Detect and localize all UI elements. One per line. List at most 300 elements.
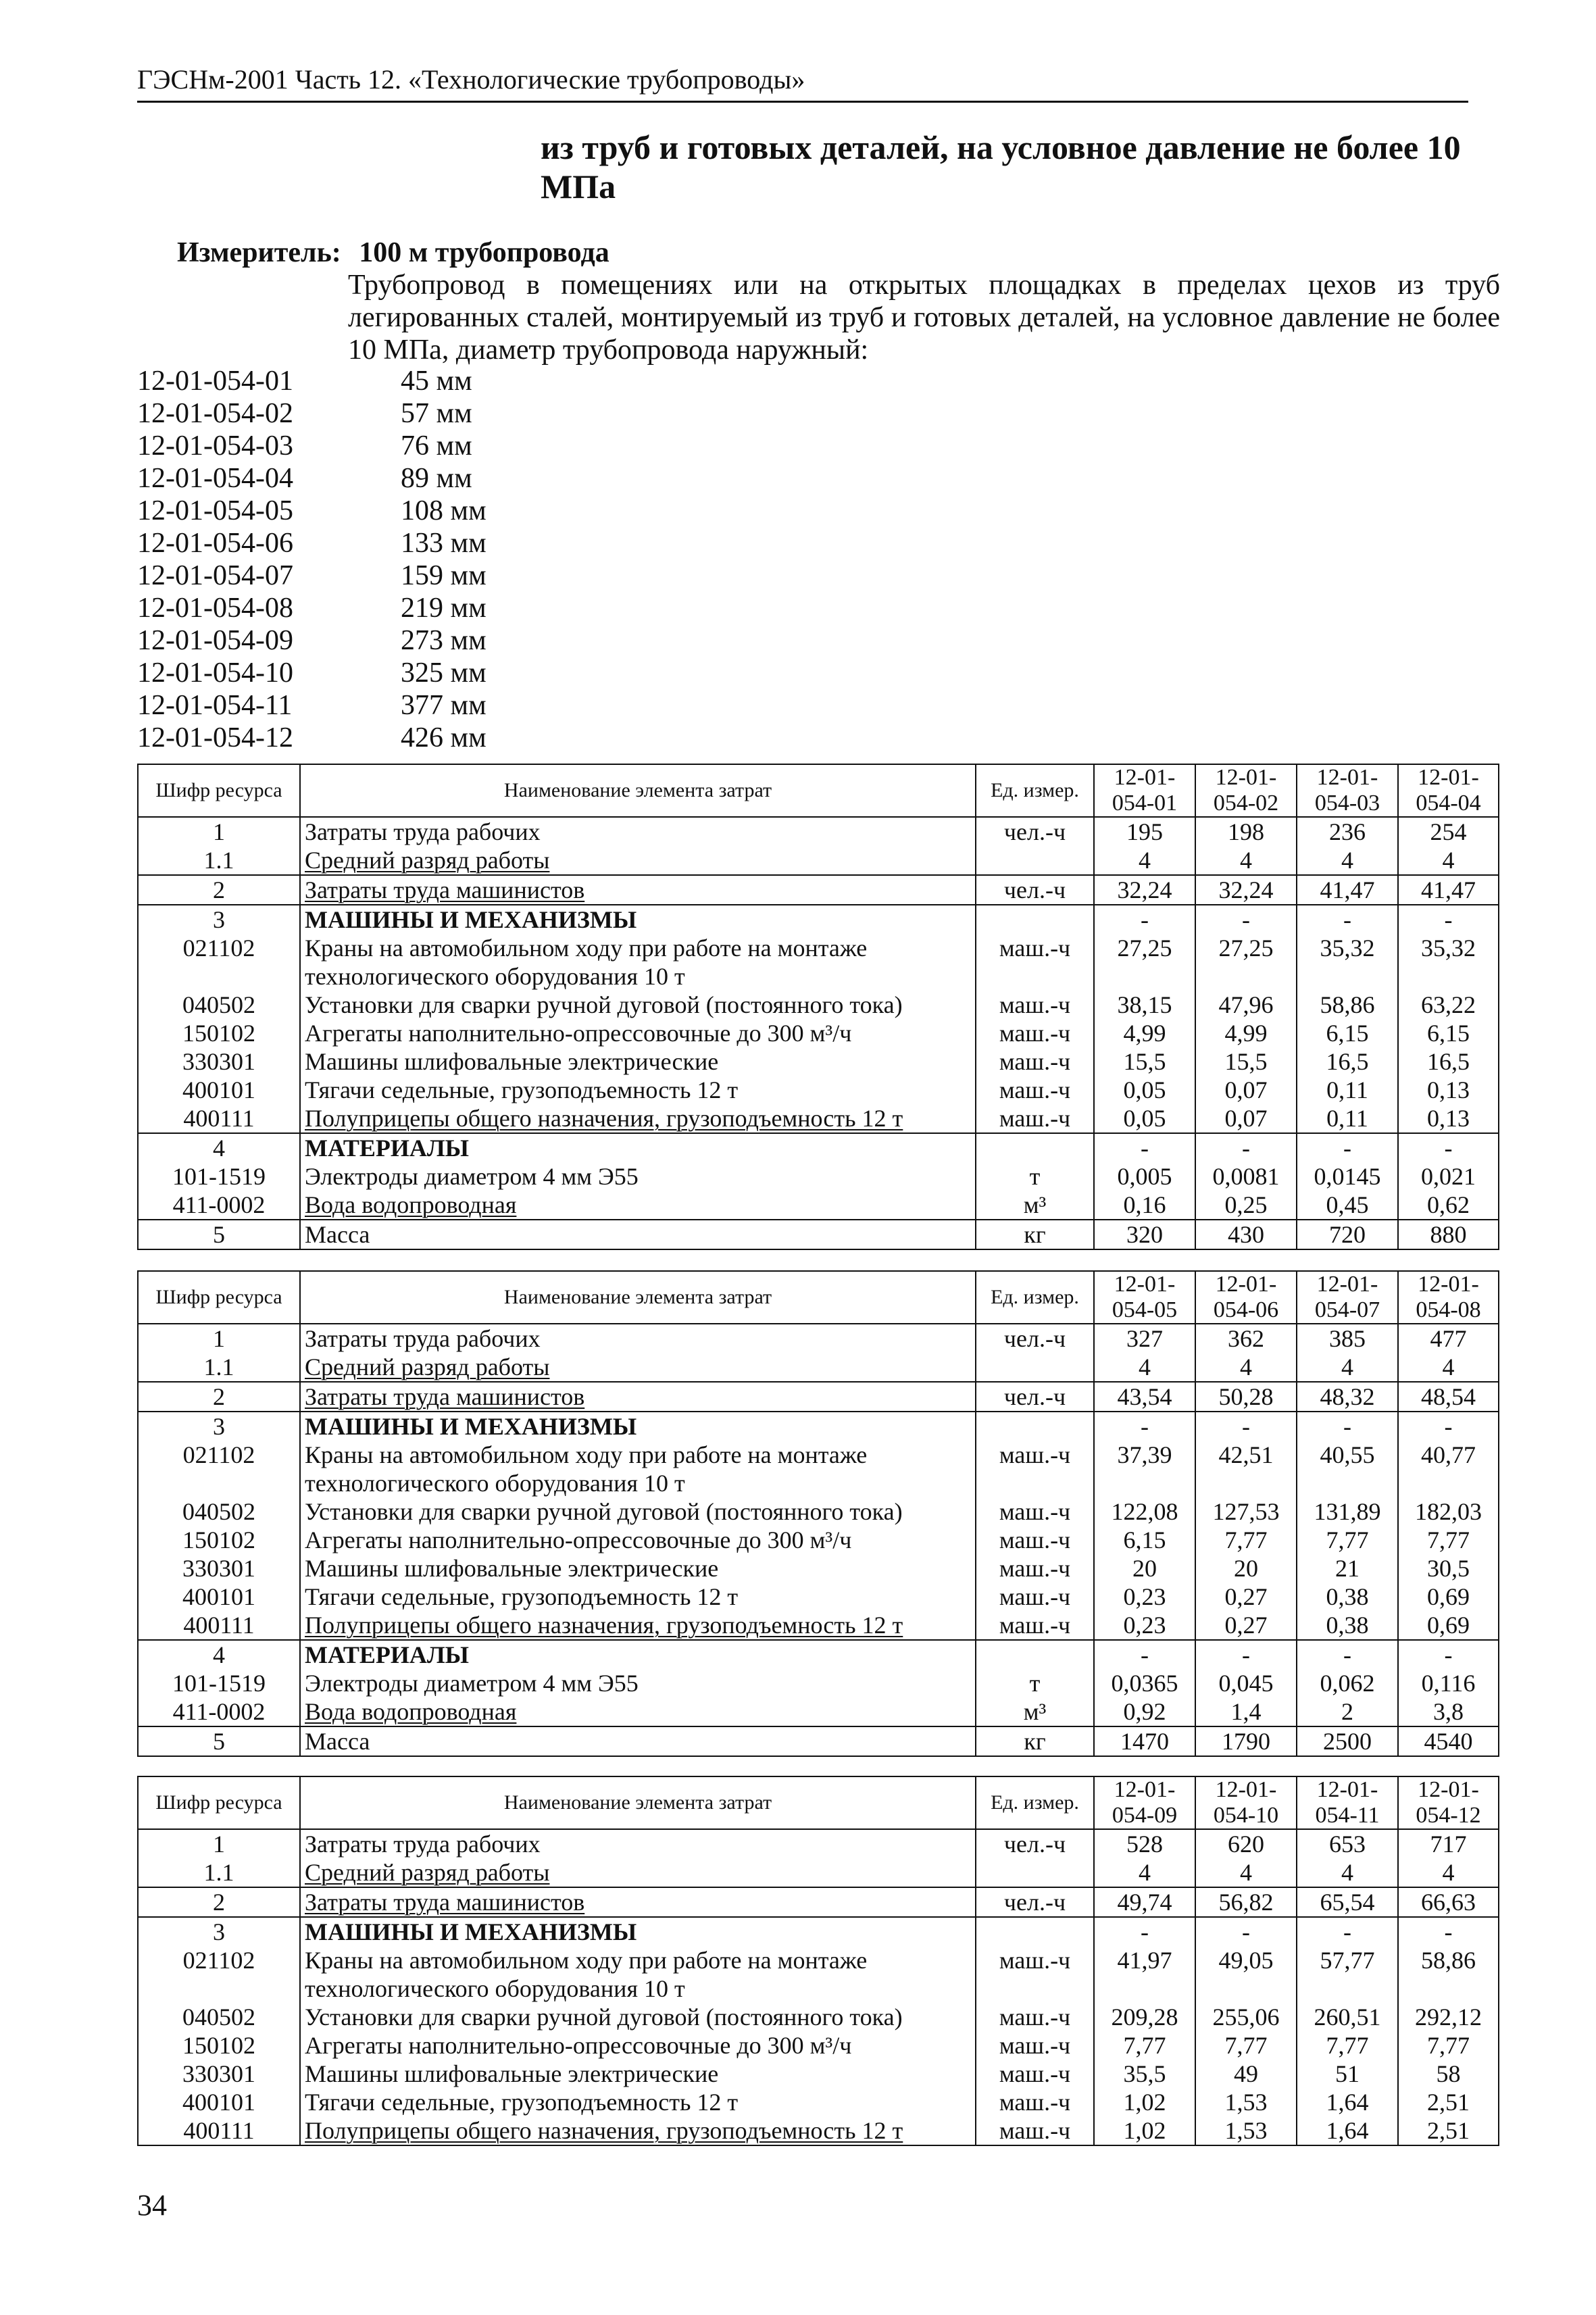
resource-code: 330301: [138, 1047, 300, 1076]
table-row: [138, 1076, 1499, 1104]
norm-value: 35,5: [1094, 2060, 1195, 2088]
norm-value: 385: [1297, 1324, 1398, 1353]
cost-element-name: Затраты труда рабочих: [300, 1829, 976, 1858]
norm-value: 15,5: [1195, 1047, 1297, 1076]
table-row: [138, 846, 1499, 875]
norm-value: 1,53: [1195, 2116, 1297, 2145]
norm-value: -: [1297, 1640, 1398, 1669]
norm-value: 4: [1094, 846, 1195, 875]
norm-value: 40,55: [1297, 1441, 1398, 1497]
code-row: [137, 462, 487, 495]
col-header-norm: 12-01-054-12: [1398, 1776, 1499, 1829]
norm-value: -: [1195, 1412, 1297, 1441]
norm-value: 20: [1094, 1554, 1195, 1583]
col-header-norm: 12-01-054-05: [1094, 1271, 1195, 1324]
unit-of-measure: [976, 1353, 1094, 1382]
norm-value: 1,53: [1195, 2088, 1297, 2116]
cost-element-name: Тягачи седельные, грузоподъемность 12 т: [300, 1583, 976, 1611]
unit-of-measure: чел.-ч: [976, 1829, 1094, 1858]
table-row: [138, 1191, 1499, 1220]
norm-code: 12-01-054-02: [137, 398, 293, 429]
cost-element-name: Машины шлифовальные электрические: [300, 2060, 976, 2088]
norm-code: 12-01-054-03: [137, 430, 293, 462]
unit-of-measure: маш.-ч: [976, 1583, 1094, 1611]
unit-of-measure: маш.-ч: [976, 1076, 1094, 1104]
norm-value: 717: [1398, 1829, 1499, 1858]
col-header-unit: Ед. измер.: [976, 1271, 1094, 1324]
norm-value: 2,51: [1398, 2088, 1499, 2116]
cost-element-name: Краны на автомобильном ходу при работе на монтаже технологического оборудования 10 т: [300, 934, 976, 991]
code-row: [137, 559, 487, 592]
pipe-diameter: 273 мм: [401, 625, 487, 656]
norm-value: 0,23: [1094, 1583, 1195, 1611]
unit-of-measure: маш.-ч: [976, 934, 1094, 991]
norm-value: 1,64: [1297, 2116, 1398, 2145]
norm-value: 182,03: [1398, 1497, 1499, 1526]
norm-value: -: [1195, 1640, 1297, 1669]
unit-of-measure: чел.-ч: [976, 875, 1094, 905]
unit-of-measure: маш.-ч: [976, 2116, 1094, 2145]
norm-value: -: [1094, 905, 1195, 934]
norm-value: -: [1297, 1412, 1398, 1441]
norm-value: 0,05: [1094, 1104, 1195, 1133]
measurer-value: 100 м трубопровода: [359, 237, 609, 268]
table-row: [138, 2116, 1499, 2145]
resource-code: 3: [138, 1917, 300, 1946]
norm-value: -: [1398, 1133, 1499, 1162]
unit-of-measure: [976, 1133, 1094, 1162]
norm-value: 1,02: [1094, 2116, 1195, 2145]
norm-value: 41,47: [1398, 875, 1499, 905]
pipe-diameter: 219 мм: [401, 593, 487, 624]
table-row: [138, 1412, 1499, 1441]
cost-element-name: Электроды диаметром 4 мм Э55: [300, 1162, 976, 1191]
norm-value: 7,77: [1398, 1526, 1499, 1554]
resource-code: 3: [138, 1412, 300, 1441]
norm-value: 0,13: [1398, 1076, 1499, 1104]
norm-value: 1,64: [1297, 2088, 1398, 2116]
table-row: [138, 1669, 1499, 1697]
pipe-diameter: 89 мм: [401, 463, 472, 494]
col-header-norm: 12-01-054-02: [1195, 764, 1297, 817]
resource-code: 150102: [138, 2031, 300, 2060]
norm-value: 16,5: [1398, 1047, 1499, 1076]
col-header-norm: 12-01-054-11: [1297, 1776, 1398, 1829]
unit-of-measure: [976, 905, 1094, 934]
cost-element-name: Установки для сварки ручной дуговой (постоянного тока): [300, 1497, 976, 1526]
resource-code: 1.1: [138, 1353, 300, 1382]
norm-value: 0,62: [1398, 1191, 1499, 1220]
resource-code: 040502: [138, 991, 300, 1019]
table-row: [138, 1917, 1499, 1946]
norm-value: 0,0081: [1195, 1162, 1297, 1191]
norm-value: 63,22: [1398, 991, 1499, 1019]
norm-value: 65,54: [1297, 1887, 1398, 1917]
resource-code: 4: [138, 1640, 300, 1669]
unit-of-measure: маш.-ч: [976, 1526, 1094, 1554]
col-header-code: Шифр ресурса: [138, 764, 300, 817]
norm-value: 0,27: [1195, 1611, 1297, 1640]
cost-element-name: Электроды диаметром 4 мм Э55: [300, 1669, 976, 1697]
norm-value: 6,15: [1398, 1019, 1499, 1047]
norm-value: 720: [1297, 1220, 1398, 1249]
resource-code: 1: [138, 1829, 300, 1858]
col-header-norm: 12-01-054-08: [1398, 1271, 1499, 1324]
resource-code: 150102: [138, 1019, 300, 1047]
norm-value: 0,38: [1297, 1583, 1398, 1611]
norm-value: 0,38: [1297, 1611, 1398, 1640]
norm-value: 0,23: [1094, 1611, 1195, 1640]
col-header-norm: 12-01-054-07: [1297, 1271, 1398, 1324]
table-row: [138, 2003, 1499, 2031]
norm-value: 7,77: [1195, 2031, 1297, 2060]
norm-value: -: [1398, 905, 1499, 934]
pipe-diameter: 159 мм: [401, 560, 487, 591]
unit-of-measure: маш.-ч: [976, 2060, 1094, 2088]
resource-code: 4: [138, 1133, 300, 1162]
cost-element-name: Агрегаты наполнительно-опрессовочные до 300 м³/ч: [300, 1019, 976, 1047]
norm-value: 20: [1195, 1554, 1297, 1583]
norm-value: 1790: [1195, 1726, 1297, 1756]
col-header-code: Шифр ресурса: [138, 1271, 300, 1324]
table-row: [138, 934, 1499, 991]
col-header-norm: 12-01-054-09: [1094, 1776, 1195, 1829]
pipe-diameter: 108 мм: [401, 495, 487, 526]
cost-element-name: Полуприцепы общего назначения, грузоподъемность 12 т: [300, 2116, 976, 2145]
unit-of-measure: чел.-ч: [976, 1887, 1094, 1917]
unit-of-measure: т: [976, 1162, 1094, 1191]
unit-of-measure: маш.-ч: [976, 1441, 1094, 1497]
cost-element-name: Тягачи седельные, грузоподъемность 12 т: [300, 2088, 976, 2116]
unit-of-measure: маш.-ч: [976, 1611, 1094, 1640]
table-row: [138, 991, 1499, 1019]
code-row: [137, 495, 487, 527]
code-row: [137, 689, 487, 722]
norm-value: 66,63: [1398, 1887, 1499, 1917]
cost-element-name: Масса: [300, 1220, 976, 1249]
table-row: [138, 1353, 1499, 1382]
norm-value: 30,5: [1398, 1554, 1499, 1583]
norm-value: 0,021: [1398, 1162, 1499, 1191]
norm-value: 32,24: [1195, 875, 1297, 905]
norm-value: 4: [1094, 1353, 1195, 1382]
norm-value: 4540: [1398, 1726, 1499, 1756]
measurer: [177, 237, 609, 269]
resource-code: 330301: [138, 2060, 300, 2088]
cost-element-name: Затраты труда машинистов: [300, 875, 976, 905]
table-row: [138, 1382, 1499, 1412]
norm-value: 620: [1195, 1829, 1297, 1858]
pipe-diameter: 377 мм: [401, 690, 487, 721]
norm-value: -: [1195, 1917, 1297, 1946]
unit-of-measure: т: [976, 1669, 1094, 1697]
norm-value: 41,97: [1094, 1946, 1195, 2003]
norm-value: 4: [1297, 1353, 1398, 1382]
norm-value: 48,32: [1297, 1382, 1398, 1412]
norm-value: 0,07: [1195, 1076, 1297, 1104]
norm-value: 42,51: [1195, 1441, 1297, 1497]
cost-element-name: Краны на автомобильном ходу при работе на монтаже технологического оборудования 10 т: [300, 1946, 976, 2003]
table-header-row: [138, 764, 1499, 817]
norm-value: 4,99: [1094, 1019, 1195, 1047]
pipe-diameter: 426 мм: [401, 722, 487, 753]
norm-value: 0,05: [1094, 1076, 1195, 1104]
unit-of-measure: чел.-ч: [976, 817, 1094, 846]
norm-value: 430: [1195, 1220, 1297, 1249]
section-title: из труб и готовых деталей, на условное давление не более 10 МПа: [541, 128, 1461, 205]
norm-value: 2: [1297, 1697, 1398, 1726]
cost-element-name: МАТЕРИАЛЫ: [300, 1640, 976, 1669]
cost-element-name: Затраты труда рабочих: [300, 1324, 976, 1353]
cost-element-name: МАШИНЫ И МЕХАНИЗМЫ: [300, 1412, 976, 1441]
norm-value: 7,77: [1297, 2031, 1398, 2060]
norm-value: 0,0365: [1094, 1669, 1195, 1697]
unit-of-measure: кг: [976, 1726, 1094, 1756]
cost-element-name: Масса: [300, 1726, 976, 1756]
resource-code: 021102: [138, 1441, 300, 1497]
col-header-name: Наименование элемента затрат: [300, 764, 976, 817]
norm-code: 12-01-054-12: [137, 722, 293, 753]
norm-value: 3,8: [1398, 1697, 1499, 1726]
norm-value: -: [1094, 1133, 1195, 1162]
cost-element-name: МАТЕРИАЛЫ: [300, 1133, 976, 1162]
norm-code: 12-01-054-06: [137, 528, 293, 559]
cost-element-name: Затраты труда машинистов: [300, 1382, 976, 1412]
cost-element-name: Затраты труда рабочих: [300, 817, 976, 846]
unit-of-measure: маш.-ч: [976, 991, 1094, 1019]
norm-code: 12-01-054-08: [137, 593, 293, 624]
col-header-name: Наименование элемента затрат: [300, 1776, 976, 1829]
cost-element-name: Агрегаты наполнительно-опрессовочные до 300 м³/ч: [300, 1526, 976, 1554]
norm-value: 320: [1094, 1220, 1195, 1249]
norm-value: 4: [1195, 1858, 1297, 1887]
unit-of-measure: м³: [976, 1191, 1094, 1220]
cost-element-name: Вода водопроводная: [300, 1697, 976, 1726]
norm-value: 0,69: [1398, 1583, 1499, 1611]
code-row: [137, 365, 487, 397]
norm-value: 16,5: [1297, 1047, 1398, 1076]
norm-value: -: [1297, 1917, 1398, 1946]
table-row: [138, 1583, 1499, 1611]
code-row: [137, 592, 487, 624]
norm-value: -: [1094, 1412, 1195, 1441]
norm-value: -: [1195, 905, 1297, 934]
norm-value: 35,32: [1297, 934, 1398, 991]
norm-value: 0,27: [1195, 1583, 1297, 1611]
norm-value: 362: [1195, 1324, 1297, 1353]
unit-of-measure: чел.-ч: [976, 1382, 1094, 1412]
table-row: [138, 817, 1499, 846]
cost-element-name: МАШИНЫ И МЕХАНИЗМЫ: [300, 1917, 976, 1946]
unit-of-measure: маш.-ч: [976, 1554, 1094, 1583]
code-row: [137, 527, 487, 559]
norm-value: 7,77: [1398, 2031, 1499, 2060]
table-row: [138, 1104, 1499, 1133]
norm-value: 47,96: [1195, 991, 1297, 1019]
table-row: [138, 2088, 1499, 2116]
norm-value: 49: [1195, 2060, 1297, 2088]
col-header-norm: 12-01-054-04: [1398, 764, 1499, 817]
table-header-row: [138, 1271, 1499, 1324]
cost-element-name: Полуприцепы общего назначения, грузоподъемность 12 т: [300, 1104, 976, 1133]
norm-value: 327: [1094, 1324, 1195, 1353]
resource-code: 040502: [138, 1497, 300, 1526]
pipe-diameter: 76 мм: [401, 430, 472, 462]
norm-value: 58,86: [1297, 991, 1398, 1019]
pipe-diameter: 133 мм: [401, 528, 487, 559]
table-row: [138, 1858, 1499, 1887]
norm-value: 32,24: [1094, 875, 1195, 905]
norm-value: 6,15: [1094, 1526, 1195, 1554]
table-row: [138, 1829, 1499, 1858]
norm-value: 51: [1297, 2060, 1398, 2088]
norm-value: 0,062: [1297, 1669, 1398, 1697]
table-row: [138, 1441, 1499, 1497]
resource-table-2: [137, 1270, 1499, 1757]
resource-code: 5: [138, 1726, 300, 1756]
norm-value: 0,116: [1398, 1669, 1499, 1697]
unit-of-measure: кг: [976, 1220, 1094, 1249]
norm-value: 198: [1195, 817, 1297, 846]
resource-table-1: [137, 764, 1499, 1250]
norm-code: 12-01-054-11: [137, 690, 293, 721]
norm-value: 4: [1094, 1858, 1195, 1887]
norm-value: 195: [1094, 817, 1195, 846]
unit-of-measure: маш.-ч: [976, 1946, 1094, 2003]
norm-value: -: [1297, 1133, 1398, 1162]
norm-value: 2,51: [1398, 2116, 1499, 2145]
resource-code: 2: [138, 1382, 300, 1412]
norm-value: 0,13: [1398, 1104, 1499, 1133]
resource-code: 101-1519: [138, 1162, 300, 1191]
norm-value: -: [1094, 1917, 1195, 1946]
norm-value: 4: [1195, 846, 1297, 875]
norm-value: 653: [1297, 1829, 1398, 1858]
norm-value: 56,82: [1195, 1887, 1297, 1917]
resource-code: 021102: [138, 1946, 300, 2003]
norm-value: 122,08: [1094, 1497, 1195, 1526]
norm-value: 209,28: [1094, 2003, 1195, 2031]
norm-value: 37,39: [1094, 1441, 1195, 1497]
table-row: [138, 1220, 1499, 1249]
resource-code: 330301: [138, 1554, 300, 1583]
table-row: [138, 1726, 1499, 1756]
unit-of-measure: маш.-ч: [976, 1047, 1094, 1076]
cost-element-name: Средний разряд работы: [300, 846, 976, 875]
col-header-unit: Ед. измер.: [976, 764, 1094, 817]
unit-of-measure: маш.-ч: [976, 1104, 1094, 1133]
resource-code: 040502: [138, 2003, 300, 2031]
pipe-diameter: 57 мм: [401, 398, 472, 429]
pipe-diameter: 325 мм: [401, 657, 487, 689]
norm-value: 49,05: [1195, 1946, 1297, 2003]
unit-of-measure: маш.-ч: [976, 2031, 1094, 2060]
norm-code: 12-01-054-04: [137, 463, 293, 494]
code-row: [137, 722, 487, 754]
norm-value: 49,74: [1094, 1887, 1195, 1917]
code-row: [137, 397, 487, 430]
norm-value: 292,12: [1398, 2003, 1499, 2031]
unit-of-measure: чел.-ч: [976, 1324, 1094, 1353]
norm-value: 255,06: [1195, 2003, 1297, 2031]
norm-value: 0,045: [1195, 1669, 1297, 1697]
cost-element-name: Затраты труда машинистов: [300, 1887, 976, 1917]
norm-value: -: [1195, 1133, 1297, 1162]
table-row: [138, 1887, 1499, 1917]
table-row: [138, 1047, 1499, 1076]
norm-value: 1,4: [1195, 1697, 1297, 1726]
norm-value: 6,15: [1297, 1019, 1398, 1047]
norm-value: 2500: [1297, 1726, 1398, 1756]
norm-value: 35,32: [1398, 934, 1499, 991]
table-row: [138, 1324, 1499, 1353]
resource-code: 400101: [138, 1076, 300, 1104]
norm-value: 127,53: [1195, 1497, 1297, 1526]
table-row: [138, 1554, 1499, 1583]
resource-code: 3: [138, 905, 300, 934]
norm-value: -: [1398, 1917, 1499, 1946]
cost-element-name: Средний разряд работы: [300, 1858, 976, 1887]
col-header-unit: Ед. измер.: [976, 1776, 1094, 1829]
resource-code: 021102: [138, 934, 300, 991]
cost-element-name: Краны на автомобильном ходу при работе на монтаже технологического оборудования 10 т: [300, 1441, 976, 1497]
resource-code: 1: [138, 817, 300, 846]
norm-value: 21: [1297, 1554, 1398, 1583]
norm-value: 7,77: [1094, 2031, 1195, 2060]
code-list: [137, 365, 487, 754]
norm-value: -: [1398, 1412, 1499, 1441]
resource-table-3: [137, 1776, 1499, 2146]
unit-of-measure: [976, 1640, 1094, 1669]
norm-value: 0,11: [1297, 1076, 1398, 1104]
resource-code: 400111: [138, 2116, 300, 2145]
code-row: [137, 657, 487, 689]
norm-value: 4: [1398, 1353, 1499, 1382]
norm-value: 0,11: [1297, 1104, 1398, 1133]
resource-code: 1.1: [138, 1858, 300, 1887]
page-number: 34: [137, 2189, 167, 2222]
pipe-diameter: 45 мм: [401, 366, 472, 397]
norm-value: 4: [1297, 1858, 1398, 1887]
norm-value: 0,005: [1094, 1162, 1195, 1191]
norm-value: 4: [1398, 846, 1499, 875]
norm-value: 4: [1398, 1858, 1499, 1887]
norm-value: 50,28: [1195, 1382, 1297, 1412]
table-row: [138, 1133, 1499, 1162]
norm-value: 58,86: [1398, 1946, 1499, 2003]
norm-value: -: [1094, 1640, 1195, 1669]
unit-of-measure: маш.-ч: [976, 1497, 1094, 1526]
code-row: [137, 624, 487, 657]
norm-value: 7,77: [1195, 1526, 1297, 1554]
norm-value: 40,77: [1398, 1441, 1499, 1497]
norm-code: 12-01-054-01: [137, 366, 293, 397]
norm-value: 27,25: [1094, 934, 1195, 991]
table-row: [138, 875, 1499, 905]
resource-code: 400111: [138, 1104, 300, 1133]
col-header-norm: 12-01-054-10: [1195, 1776, 1297, 1829]
norm-value: 58: [1398, 2060, 1499, 2088]
table-row: [138, 1526, 1499, 1554]
resource-code: 2: [138, 875, 300, 905]
col-header-norm: 12-01-054-06: [1195, 1271, 1297, 1324]
resource-code: 2: [138, 1887, 300, 1917]
norm-value: 48,54: [1398, 1382, 1499, 1412]
work-description: Трубопровод в помещениях или на открытых площадках в пределах цехов из труб легированных сталей, монтируемый из труб и готовых деталей, на условное давление не более 10 МПа, диаметр трубопровода наружный:: [348, 270, 1500, 366]
resource-code: 1: [138, 1324, 300, 1353]
resource-code: 411-0002: [138, 1697, 300, 1726]
resource-code: 1.1: [138, 846, 300, 875]
